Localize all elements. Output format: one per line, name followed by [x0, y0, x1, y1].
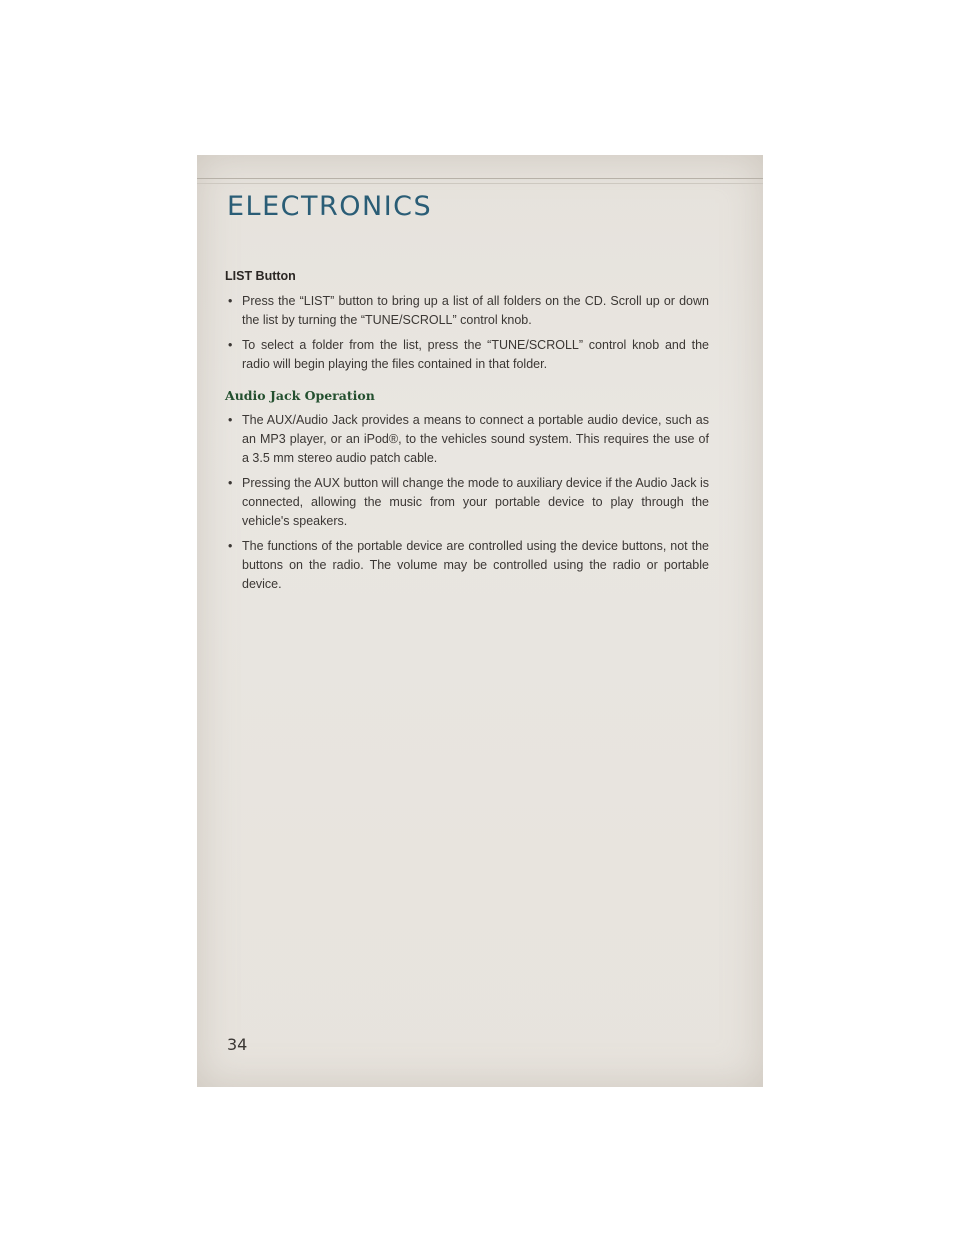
list-item-text: The functions of the portable device are controlled using the device buttons, not the buttons on the radio. The volume may be controlled using the radio or portable device. — [242, 539, 709, 591]
list-button-bullets — [225, 292, 709, 374]
header-rule-secondary — [197, 183, 763, 184]
list-item — [225, 474, 709, 531]
list-item — [225, 411, 709, 468]
audio-jack-heading: Audio Jack Operation — [225, 388, 375, 403]
audio-jack-bullets — [225, 411, 709, 594]
list-item-text: Press the “LIST” button to bring up a list of all folders on the CD. Scroll up or down the list by turning the “TUNE/SCROLL” control knob. — [242, 294, 709, 327]
header-rule — [197, 178, 763, 179]
list-item-text: To select a folder from the list, press the “TUNE/SCROLL” control knob and the radio will begin playing the files contained in that folder. — [242, 338, 709, 371]
bullet-marker: • — [228, 413, 233, 427]
bullet-marker: • — [228, 294, 233, 308]
bullet-marker: • — [228, 338, 233, 352]
page-number: 34 — [227, 1035, 248, 1054]
bullet-marker: • — [228, 539, 233, 553]
section-title: ELECTRONICS — [227, 191, 433, 222]
list-item-text: The AUX/Audio Jack provides a means to connect a portable audio device, such as an MP3 player, or an iPod®, to the vehicles sound system. This requires the use of a 3.5 mm stereo audio patch cable. — [242, 413, 709, 465]
list-item — [225, 292, 709, 330]
list-item — [225, 537, 709, 594]
list-item-text: Pressing the AUX button will change the mode to auxiliary device if the Audio Jack is connected, allowing the music from your portable device to play through the vehicle's speakers. — [242, 476, 709, 528]
list-item — [225, 336, 709, 374]
page-content — [225, 267, 709, 600]
manual-page — [197, 155, 763, 1087]
bullet-marker: • — [228, 476, 233, 490]
list-button-heading: LIST Button — [225, 269, 296, 283]
